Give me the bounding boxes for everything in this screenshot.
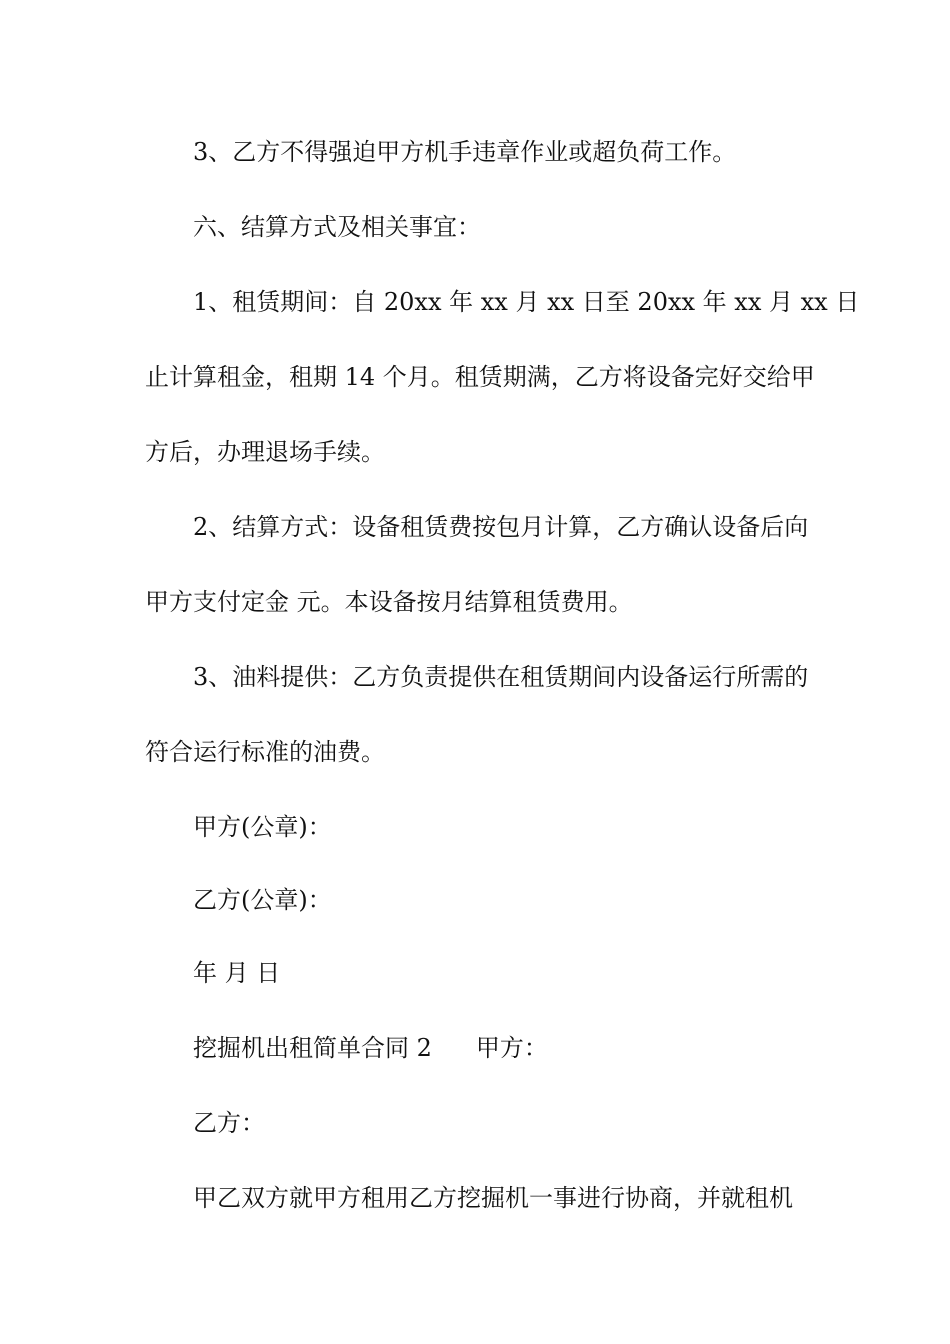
clause-2-settlement-line1: 2、结算方式：设备租赁费按包月计算，乙方确认设备后向 [193, 513, 809, 541]
party-b-seal: 乙方(公章)： [193, 886, 332, 914]
signature-date: 年 月 日 [193, 959, 281, 987]
contract-2-party-b: 乙方： [193, 1109, 265, 1137]
clause-1-lease-period-line1: 1、租赁期间：自 20xx 年 xx 月 xx 日至 20xx 年 xx 月 xx 日 [193, 288, 860, 316]
contract-2-title-text: 挖掘机出租简单合同 2 [193, 1034, 432, 1062]
contract-2-party-a: 甲方： [475, 1034, 548, 1062]
clause-1-lease-period-line2: 止计算租金，租期 14 个月。租赁期满，乙方将设备完好交给甲 [145, 363, 815, 391]
contract-2-intro-line1: 甲乙双方就甲方租用乙方挖掘机一事进行协商，并就租机 [193, 1184, 793, 1212]
section-6-heading: 六、结算方式及相关事宜： [193, 213, 481, 241]
clause-3-fuel-line1: 3、油料提供：乙方负责提供在租赁期间内设备运行所需的 [193, 663, 809, 691]
clause-2-settlement-line2: 甲方支付定金 元。本设备按月结算租赁费用。 [145, 588, 633, 616]
clause-3-fuel-line2: 符合运行标准的油费。 [145, 738, 385, 766]
contract-2-title [193, 1032, 548, 1064]
clause-3-no-forced-overload: 3、乙方不得强迫甲方机手违章作业或超负荷工作。 [193, 138, 737, 166]
clause-1-lease-period-line3: 方后，办理退场手续。 [145, 438, 385, 466]
party-a-seal: 甲方(公章)： [193, 813, 332, 841]
